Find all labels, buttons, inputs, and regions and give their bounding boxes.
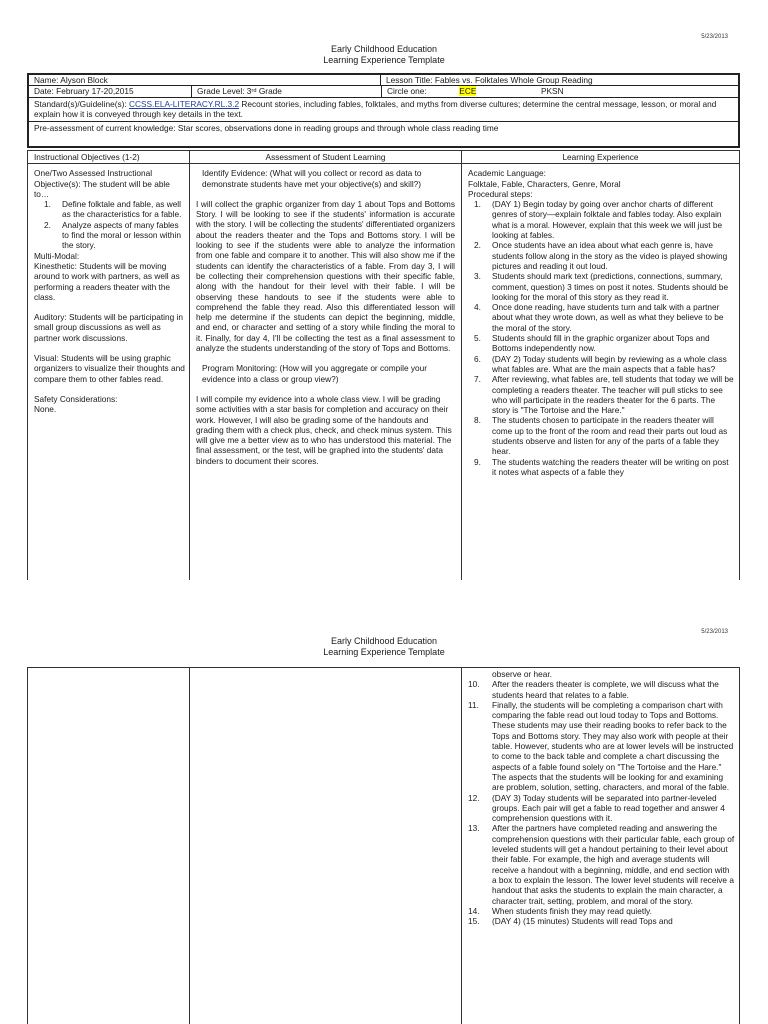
list-item: 2. Once students have an idea about what each genre is, have students follow along in the story as the video is played showing pictures and reading it out loud. — [474, 240, 728, 271]
doc-title: Early Childhood Education — [330, 636, 438, 646]
lesson-title: Lesson Title: Fables vs. Folktales Whole Group Reading — [386, 75, 593, 85]
objectives-column — [28, 668, 190, 1024]
table-body-row — [28, 164, 739, 582]
standards — [29, 98, 738, 121]
list-item: 1. (DAY 1) Begin today by going over anchor charts of different genres of story—explain folktale and fables today. Also explain what is a moral. However, explain that this week we will just be looking at fables. — [474, 199, 723, 241]
info-row-date — [29, 86, 738, 97]
list-item: 3. Students should mark text (predictions, connections, summary, comment, question) 3 times on post it notes. Students should be looking for the moral of this story as they read it. — [474, 271, 729, 302]
list-item: 14. When students finish they may read quietly. — [468, 905, 652, 916]
info-row-standards — [29, 98, 738, 122]
evidence-text: I will collect the graphic organizer from day 1 about Tops and Bottoms Story. I will be looking to see if the students' information is accurate with the story. I will be collecting the students' differentiated organizers about the readers theater and the Tops and Bottoms story. I will be looking to see if the students were able to analyze the information from one fable and compare it to another. This will also show me if the students can identify the characteristics of a fable. From day 3, I will be collecting their comprehension questions with their specific fable, along with the handout for their level with their fable. I will be observing these handouts to see if the students were able to comprehend the fable they read. Also this differentiated lesson will help me determine if the students can depict the beginning, middle, and end, or character and setting of a story while finding the moral to it. Finally, for day 4, I'll be collecting the test as a final assessment to analyze the students understanding of the story of Tops and Bottoms. — [196, 198, 455, 354]
list-item: 13. After the partners have completed reading and answering the comprehension questions with their particular fable, each group of leveled students will get a handout pertaining to their level about their fable. For example, the high and average students will receive a handout with a beginning, middle, and end section with a box to explain the lesson. The lower level students will receive a handout that asks the students to explain the main character, a character trait, setting, problem, and moral of the story. — [468, 823, 735, 906]
identify-evidence-prompt: Identify Evidence: (What will you collect or record as data to demonstrate students have met your objective(s) and skill?) — [202, 168, 422, 189]
header-objectives: Instructional Objectives (1-2) — [28, 151, 190, 163]
lesson-date: Date: February 17-20,2015 — [29, 86, 192, 96]
learning-table-page2 — [27, 667, 740, 1024]
ece-option: ECE — [459, 86, 477, 97]
table-header-row — [28, 151, 739, 164]
info-row-preassessment — [29, 122, 738, 146]
list-item: 11. Finally, the students will be completing a comparison chart with comparing the fable read out loud today to Tops and Bottoms. These students may use their reading books to refer back to the Tops and Bottoms story. They may also work with people at their table. However, students who are at lower levels will be instructed to come to the back table and complete a chart discussing the aspects of a fable found solely on "The Tortoise and the Hare." The aspects that the students will be looking for and examining are problem, solution, setting, characters, and moral of the fable. — [468, 699, 734, 793]
program-monitoring-prompt: Program Monitoring: (How will you aggregate or compile your evidence into a class or group view?) — [202, 363, 428, 384]
info-row-name — [29, 75, 738, 86]
list-item: 4. Once done reading, have students turn and talk with a partner about what they wrote down, as well as what they believe to be the moral of the story. — [474, 302, 724, 333]
objectives-column — [28, 164, 190, 582]
objectives-intro: One/Two Assessed Instructional Objective(s): The student will be able to… — [34, 168, 170, 199]
list-item: 8. The students chosen to participate in the readers theater will come up to the front of the room and read their parts out loud as students observe and listen for any of the parts of a fable they hear. — [474, 415, 728, 457]
safety-text: None. — [34, 404, 57, 415]
academic-language-text: Folktale, Fable, Characters, Genre, Moral — [468, 178, 621, 189]
academic-language-label: Academic Language: — [468, 168, 546, 179]
list-item: 15. (DAY 4) (15 minutes) Students will read Tops and — [468, 916, 673, 927]
procedural-steps-list — [468, 679, 735, 926]
list-item: 12. (DAY 3) Today students will be separated into partner-leveled groups. Each pair will get a fable to read together and answer 4 comprehension questions with it. — [468, 792, 725, 824]
table-body-row — [28, 668, 739, 1024]
header-learning-experience: Learning Experience — [562, 152, 639, 162]
learning-experience-column — [462, 668, 739, 1024]
list-item: 5. Students should fill in the graphic organizer about Tops and Bottoms independently now. — [474, 333, 710, 354]
auditory-text: Auditory: Students will be participating in small group discussions as well as partner work discussions. — [34, 312, 183, 343]
visual-text: Visual: Students will be using graphic organizers to visualize their thoughts and compare them to other fables read. — [34, 353, 185, 384]
step-continuation: observe or hear. — [492, 669, 552, 679]
standards-label: Standard(s)/Guideline(s): — [34, 98, 129, 109]
circle-one — [382, 86, 738, 96]
header-assessment: Assessment of Student Learning — [190, 151, 462, 163]
learning-experience-column — [462, 164, 739, 582]
list-item: 1. Define folktale and fable, as well as the characteristics for a fable. — [44, 199, 182, 220]
multi-modal-label: Multi-Modal: — [34, 250, 80, 261]
safety-label: Safety Considerations: — [34, 393, 118, 404]
grade-level: Grade Level: 3ʳᵈ Grade — [192, 86, 382, 96]
lesson-info-table — [27, 73, 740, 148]
circle-one-label: Circle one: — [387, 86, 427, 97]
standards-link[interactable]: CCSS.ELA-LITERACY.RL.3.2 — [129, 98, 240, 109]
doc-title: Early Childhood Education — [330, 44, 438, 54]
learning-table-page1 — [27, 150, 740, 580]
list-item: 10. After the readers theater is complete, we will discuss what the students heard that relates to a fable. — [468, 679, 719, 700]
list-item: 7. After reviewing, what fables are, tell students that today we will be completing a readers theater. The teacher will pull sticks to see who will participate in the readers theater for the 6 parts. The story is "The Tortoise and the Hare." — [474, 374, 734, 416]
kinesthetic-text: Kinesthetic: Students will be moving around to work with partners, as well as performing a readers theater with the class. — [34, 260, 180, 302]
teacher-name: Name: Alyson Block — [29, 75, 381, 85]
compile-text: I will compile my evidence into a whole class view. I will be grading some activities with a star basis for completion and accuracy on their work. However, I will also be grading some of the handouts and grading them with a check plus, check, and check minus system. This will give me a better view as to who has understood this material. The final assessment, or the test, will be graphed into the students' data binders to document their scores. — [196, 393, 452, 466]
standards-text: Recount stories, including fables, folktales, and myths from diverse cultures; determine the central message, lesson, or moral and explain how it is conveyed through key details in the text. — [34, 98, 717, 120]
pksn-option: PKSN — [540, 86, 564, 97]
doc-subtitle: Learning Experience Template — [323, 55, 445, 65]
doc-subtitle: Learning Experience Template — [323, 647, 445, 657]
assessment-column — [190, 668, 462, 1024]
list-item: 9. The students watching the readers theater will be writing on post it notes what aspects of a fable they — [474, 456, 729, 477]
page-date: 5/23/2013 — [701, 34, 728, 40]
page-date: 5/23/2013 — [701, 629, 728, 635]
objectives-list — [34, 199, 185, 250]
list-item: 2. Analyze aspects of many fables to find the moral or lesson within the story. — [44, 219, 181, 251]
list-item: 6. (DAY 2) Today students will begin by reviewing as a whole class what fables are. What are the main aspects that a fable has? — [474, 353, 727, 374]
assessment-column — [190, 164, 462, 582]
procedural-steps-label: Procedural steps: — [468, 188, 533, 199]
procedural-steps-list — [468, 199, 735, 477]
page-2 — [0, 600, 768, 1024]
preassessment: Pre-assessment of current knowledge: Star scores, observations done in reading groups and through whole class reading time — [34, 122, 499, 133]
